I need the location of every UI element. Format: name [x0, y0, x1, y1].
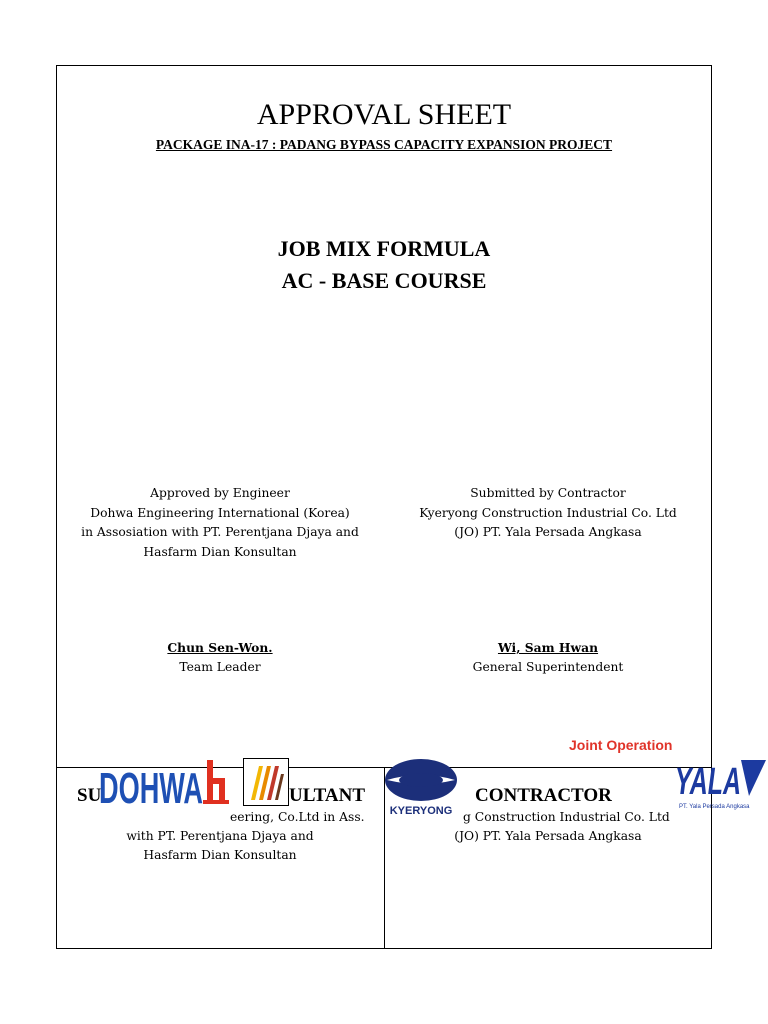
kyeryong-logo [381, 756, 461, 818]
supervision-consultant-heading-start: SU [77, 785, 102, 806]
contractor-footer-line-2: (JO) PT. Yala Persada Angkasa [454, 829, 642, 843]
approved-by-label: Approved by Engineer [150, 486, 290, 500]
job-mix-formula-label: JOB MIX FORMULA [277, 236, 491, 261]
engineer-company: Dohwa Engineering International (Korea) [90, 505, 350, 520]
contractor-signer-title: General Superintendent [472, 659, 624, 674]
page-title: APPROVAL SHEET [256, 98, 512, 131]
document-heading [0, 233, 768, 297]
approval-block [60, 484, 380, 562]
yala-logo-text: YALA [675, 761, 741, 803]
engineer-signer-title: Team Leader [179, 659, 261, 674]
contractor-signer-name: Wi, Sam Hwan [497, 640, 599, 655]
course-label: AC - BASE COURSE [281, 268, 487, 293]
kyeryong-logo-text: KYERYONG [389, 805, 453, 817]
partner-stripes-logo [243, 758, 289, 806]
dohwa-logo [99, 756, 231, 812]
contractor-heading: CONTRACTOR [475, 785, 612, 806]
dohwa-logo-text: DOHWA [99, 764, 203, 813]
supervision-consultant-heading-end: ULTANT [289, 785, 366, 806]
yala-logo-subtext: PT. Yala Persada Angkasa [679, 804, 750, 810]
submitted-by-label: Submitted by Contractor [470, 486, 626, 500]
contractor-footer-line-1: g Construction Industrial Co. Ltd [463, 810, 670, 824]
consultant-line-2: with PT. Perentjana Djaya and [126, 829, 314, 843]
contractor-jo: (JO) PT. Yala Persada Angkasa [454, 525, 642, 539]
engineer-partner: Hasfarm Dian Konsultan [143, 544, 297, 559]
consultant-line-1: eering, Co.Ltd in Ass. [230, 810, 365, 824]
engineer-association: in Assosiation with PT. Perentjana Djaya and [81, 525, 359, 539]
yala-logo [675, 756, 767, 812]
joint-operation-label: Joint Operation [569, 737, 673, 753]
consultant-line-3: Hasfarm Dian Konsultan [143, 848, 297, 862]
engineer-signer-name: Chun Sen-Won. [167, 640, 273, 655]
submission-block [388, 484, 708, 543]
contractor-signature [388, 638, 708, 677]
engineer-signature [60, 638, 380, 677]
contractor-company: Kyeryong Construction Industrial Co. Ltd [419, 505, 677, 520]
project-subtitle: PACKAGE INA-17 : PADANG BYPASS CAPACITY EXPANSION PROJECT [155, 137, 613, 152]
